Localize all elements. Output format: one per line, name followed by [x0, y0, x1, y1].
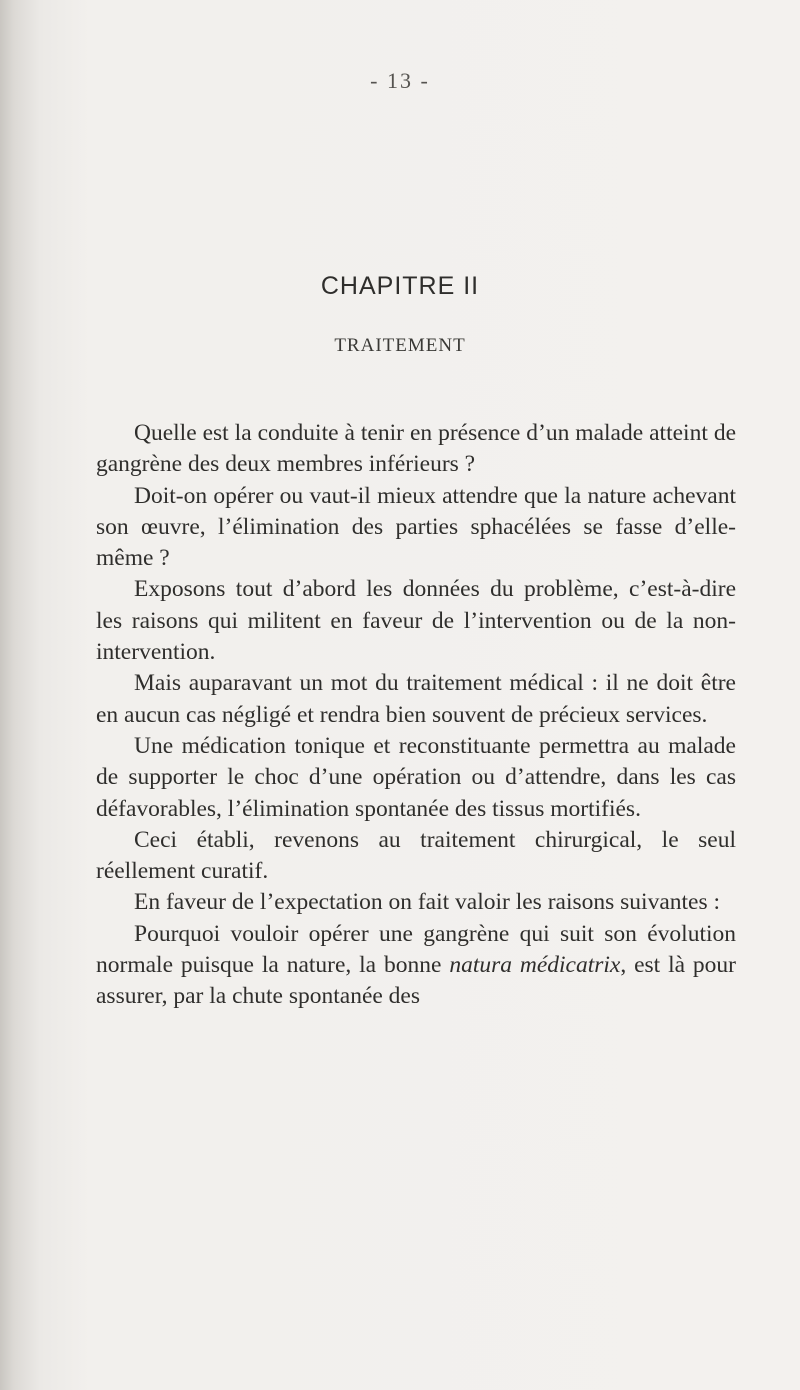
- body-text: [96, 418, 736, 1013]
- paragraph: Ceci établi, revenons au traitement chirurgical, le seul réellement curatif.: [96, 826, 736, 885]
- paragraph-text: Pourquoi vouloir opérer une gangrène qui suit son évolution normale puisque la nature, la bonne: [96, 920, 736, 979]
- paragraph: Une médication tonique et reconstituante permettra au malade de supporter le choc d’une opération ou d’attendre, dans les cas défavorables, l’élimination spontanée des tissus mortifiés.: [96, 732, 736, 822]
- paragraph: Doit-on opérer ou vaut-il mieux attendre que la nature achevant son œuvre, l’élimination des parties sphacélées se fasse d’elle-même ?: [96, 482, 736, 572]
- paragraph-last: [96, 919, 736, 1013]
- paragraph: Quelle est la conduite à tenir en présence d’un malade atteint de gangrène des deux membres inférieurs ?: [96, 420, 736, 478]
- paragraph: Exposons tout d’abord les données du problème, c’est-à-dire les raisons qui militent en faveur de l’intervention ou de la non-intervention.: [96, 576, 736, 666]
- section-title: TRAITEMENT: [334, 335, 466, 356]
- chapter-title: CHAPITRE II: [320, 272, 480, 300]
- paragraph: En faveur de l’expectation on fait valoir les raisons suivantes :: [134, 889, 721, 916]
- latin-phrase: natura médicatrix: [449, 952, 621, 979]
- paragraph: Mais auparavant un mot du traitement médical : il ne doit être en aucun cas négligé et rendra bien souvent de précieux services.: [96, 670, 736, 728]
- page-number: - 13 -: [370, 68, 430, 93]
- paragraph-text: , est là pour assurer, par la chute spontanée des: [96, 952, 737, 1010]
